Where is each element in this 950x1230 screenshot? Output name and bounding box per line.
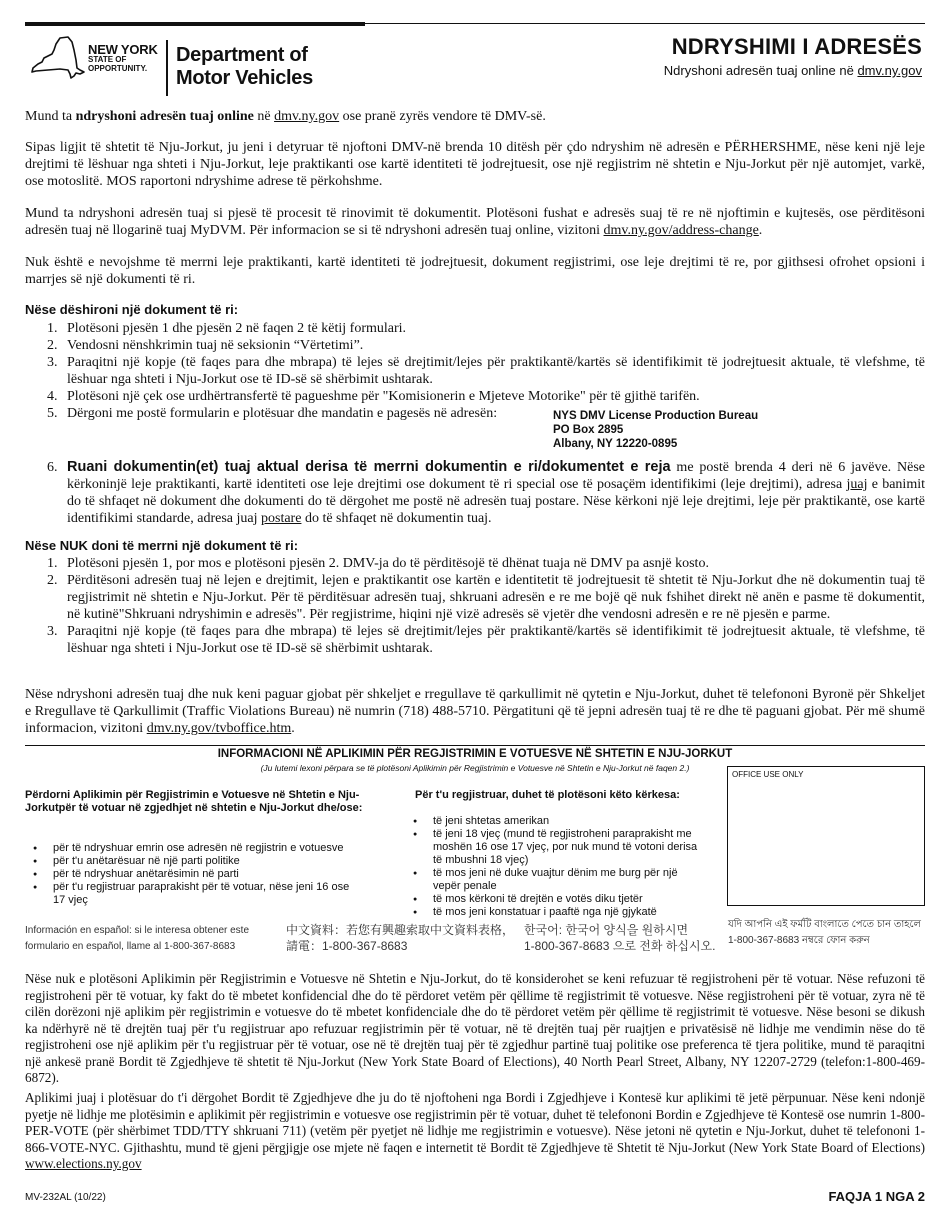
korean-line-1: 한국어: 한국어 양식을 원하시면	[524, 923, 689, 937]
intro-1-c: në	[253, 109, 275, 124]
step-text: Plotësoni një çek ose urdhërtransfertë të pagueshme për "Komisionerin e Mjeteve Motorike" për të gjithë tarifën.	[67, 389, 700, 404]
step-number: 3.	[47, 355, 58, 370]
voter-info-subtitle: (Ju lutemi lexoni përpara se të plotësoni Aplikimin për Regjistrimin e Votuesve në Shtetin e Nju-Jorkut në faqen 2.)	[260, 763, 690, 773]
step-text: Plotësoni pjesën 1 dhe pjesën 2 në faqen 2 të këtij formulari.	[67, 321, 407, 336]
korean-notice	[524, 922, 715, 954]
address-line-2: PO Box 2895	[553, 424, 624, 436]
no-new-step-3	[25, 623, 925, 657]
want-new-heading: Nëse dëshironi një dokument të ri:	[25, 302, 239, 317]
step-text: Paraqitni një kopje (të faqes para dhe mbrapa) të lejes së drejtimit/lejes për praktikantë/kartës së identifikimit të jodrejtuesit aktuale, të vlefshme, të lëshuar nga shteti i Nju-Jorkut ose të ID-së së shërbimit ushtarak.	[67, 355, 925, 387]
no-new-step-2	[25, 572, 925, 623]
address-line-3: Albany, NY 12220-0895	[553, 438, 678, 450]
bengali-line-1: যদি আপনি এই ফর্মটি বাংলাতে পেতে চান তাহলে	[728, 919, 921, 930]
want-new-step-1	[25, 320, 925, 337]
step-text: Përditësoni adresën tuaj në lejen e drejtimit, lejen e praktikantit ose kartën e identitetit të jodrejtuesit të shtetit të Nju-Jorkut dhe në dokumentin tuaj të regjistrimit në shtetin e Nju-Jorkut. Për të përditësuar adresën tuaj, shkruani adresën e re me bojë që nuk fshihet direkt në anën e pasme të dokumentit, në kutinë"Shkruani ndryshimin e adresës". Për regjistrime, hiqini një vizë adresës së vjetër dhe vendosni adresën e re në pjesën e parme.	[67, 573, 925, 622]
intro-paragraph-3	[25, 205, 925, 239]
new-york-state-map-icon	[30, 36, 86, 82]
step-6-a: me postë brenda 4 deri në 6 javëve. Nëse kërkoninjë leje praktikanti, kartë identiteti ose leje drejtimi ose dokument të ri special ose të posaçëm identifikimi (leje drejtimi), adresa	[67, 460, 925, 492]
step-number: 2.	[47, 338, 58, 353]
bengali-line-2: 1-800-367-8683 নম্বরে ফোন করুন	[728, 935, 870, 946]
dept-line-1: Department of	[176, 44, 308, 66]
want-new-step-5	[25, 405, 925, 422]
intro-dmv-link[interactable]: dmv.ny.gov	[274, 109, 340, 124]
bullet-item: ● për të ndryshuar emrin ose adresën në regjistrin e votuesve	[25, 842, 355, 855]
intro-1-d: ose pranë zyrës vendore të DMV-së.	[339, 109, 546, 124]
header-top-rule	[365, 23, 925, 24]
chinese-line-1: 中文資料：若您有興趣索取中文資料表格，	[286, 923, 515, 937]
bengali-notice	[728, 917, 921, 949]
step-text: Vendosni nënshkrimin tuaj në seksionin “Vërtetimi”.	[67, 338, 364, 353]
step-6-bold: Ruani dokumentin(et) tuaj aktual derisa të merrni dokumentin e ri/dokumentet e reja	[67, 459, 671, 475]
want-new-step-6-list	[25, 459, 925, 527]
bullet-item: ● të mos jeni në duke vuajtur dënim me burg për një vepër penale	[405, 867, 705, 893]
step-number: 2.	[47, 573, 58, 588]
korean-line-2: 1-800-367-8683 으로 전화 하십시오.	[524, 939, 716, 953]
dept-line-2: Motor Vehicles	[176, 67, 313, 89]
header-top-rule-thick	[25, 22, 365, 26]
want-new-steps	[25, 320, 925, 422]
want-new-step-6	[25, 459, 925, 527]
address-line-1: NYS DMV License Production Bureau	[553, 410, 759, 422]
logo-divider	[166, 40, 168, 96]
intro-paragraph-2: Sipas ligjit të shtetit të Nju-Jorkut, ju jeni i detyruar të njoftoni DMV-në brenda 10 ditësh për çdo ndryshim në adresën e PËRHERSHME, nëse keni një leje drejtimi të lëshuar nga shteti i Nju-Jorkut, leje praktikanti ose kartë identiteti të jodrejtuesit, ose një regjistrim në shtetin e Nju-Jorkut për një automjet, varkë, ose motoslitë. MOS raportoni ndryshime adrese të përkohshme.	[25, 140, 925, 189]
bullet-item: ● të mos kërkoni të drejtën e votës diku tjetër	[405, 893, 705, 906]
office-use-box	[727, 766, 925, 906]
want-new-step-2	[25, 337, 925, 354]
intro-3-b: .	[758, 223, 763, 238]
form-title: NDRYSHIMI I ADRESËS	[671, 34, 922, 59]
intro-paragraph-4: Nuk është e nevojshme të merrni leje praktikanti, kartë identiteti të jodrejtuesit, dokument regjistrimi, ose leje drejtimi të re, por gjithsesi ofrohet opsioni i marrjes së një dokumenti të ri.	[25, 255, 925, 287]
spanish-notice	[25, 923, 249, 955]
bullet-item: ● të mos jeni konstatuar i paaftë nga një gjykatë	[405, 906, 705, 919]
intro-1-a: Mund ta	[25, 109, 76, 124]
step-6-b: e banimit do të shfaqet në dokument dhe dokumenti do të dërgohet me postë në adresën tuaj postare. Nëse kërkoni një leje drejtimi, leje për praktikantë, ose kartë identifikimi standarde, adresa juaj	[67, 477, 925, 526]
form-subtitle	[664, 63, 922, 78]
intro-3-a: Mund ta ndryshoni adresën tuaj si pjesë të procesit të rinovimit të dokumentit. Plotësoni fushat e adresës suaj të re në njoftimin e kujtesës, ose përditësoni adresën tuaj në llogarinë tuaj MyDVM. Për informacion se si të ndryshoni adresën tuaj online, vizitoni	[25, 206, 925, 238]
bullet-item: ● të jeni 18 vjeç (mund të regjistroheni paraprakisht me moshën 16 ose 17 vjeç, por nuk mund të votoni derisa të mbushni 18 vjeç)	[405, 828, 705, 867]
step-6-c: do të shfaqet në dokumentin tuaj.	[301, 511, 492, 526]
step-text: Dërgoni me postë formularin e plotësuar dhe mandatin e pagesës në adresën:	[67, 406, 498, 421]
chinese-line-2: 請電：1-800-367-8683	[286, 939, 408, 953]
new-york-wordmark	[88, 44, 158, 73]
tickets-paragraph	[25, 686, 925, 737]
voter-section-rule	[25, 745, 925, 746]
ny-line-1: NEW YORK	[88, 42, 158, 57]
tickets-text-a: Nëse ndryshoni adresën tuaj dhe nuk keni paguar gjobat për shkeljet e rregullave të qarkullimit në qytetin e Nju-Jorkut, duhet të telefononi Byronë për Shkeljet e Rregullave të Qarkullimit (Traffic Violations Bureau) në numrin (718) 488-5710. Përgatituni që të jepni adresën tuaj të re dhe të paguani gjobat. Për më shumë informacion, vizitoni	[25, 687, 925, 736]
no-new-steps	[25, 555, 925, 657]
voter-right-list	[405, 815, 705, 919]
subtitle-text: Ndryshoni adresën tuaj online në	[663, 63, 858, 78]
bullet-item: ● të jeni shtetas amerikan	[405, 815, 705, 828]
bullet-item: ● për t'u regjistruar paraprakisht për të votuar, nëse jeni 16 ose 17 vjeç	[25, 881, 355, 907]
step-number: 4.	[47, 389, 58, 404]
tickets-text-b: .	[291, 721, 295, 736]
step-6-underline-1: juaj	[846, 477, 868, 492]
ny-line-3: OPPORTUNITY.	[88, 64, 148, 73]
tvb-office-link[interactable]: dmv.ny.gov/tvboffice.htm	[146, 721, 292, 736]
spanish-line-2: formulario en español, llame al 1-800-367-8683	[25, 941, 236, 952]
elections-link[interactable]: www.elections.ny.gov	[25, 1156, 142, 1171]
form-id: MV-232AL (10/22)	[25, 1192, 106, 1203]
voter-paragraph-1: Nëse nuk e plotësoni Aplikimin për Regjistrimin e Votuesve në Shtetin e Nju-Jorkut, do të konsiderohet se keni refuzuar të regjistroheni për të votuar. Nëse refuzoni të regjistroheni për të votuar, ky fakt do të mbetet konfidencial dhe do të përdoret vetëm për qëllime të regjistrimit të votuesve. Nëse regjistroheni për të votuar, zyra në të cilën dorëzoni një aplikim për regjistrimin e votuesve do të mbetet konfidenciale dhe do të përdoret vetëm për qëllime të regjistrimit të votuesve. Nëse besoni se dikush ka ndërhyrë në të drejtën tuaj për t'u regjistruar apo refuzuar regjistrimin për të votuar, në të drejtën tuaj për ruajtjen e privatësisë në lidhje me vendimin nëse do të regjistroheni ose një aplikim për t'u regjistruar për të votuar, ose në të drejtën tuaj për të zgjedhur partinë tuaj politike ose preferenca të tjera politike, mund të paraqitni një ankesë pranë Bordit të Zgjedhjeve të shtetit të Nju-Jorkut (New York State Board of Elections), 40 North Pearl Street, Albany, NY 12207-2729 (telefon:1-800-469-6872).	[25, 971, 925, 1085]
step-number: 1.	[47, 556, 58, 571]
no-new-step-1	[25, 555, 925, 572]
subtitle-dmv-link[interactable]: dmv.ny.gov	[857, 63, 922, 78]
chinese-notice	[286, 922, 514, 954]
page-number: FAQJA 1 NGA 2	[828, 1189, 925, 1204]
step-number: 3.	[47, 624, 58, 639]
spanish-line-1: Información en español: si le interesa obtener este	[25, 925, 250, 936]
nys-dmv-logo	[30, 36, 330, 98]
bullet-item: ● për të ndryshuar anëtarësimin në parti	[25, 868, 355, 881]
address-change-link[interactable]: dmv.ny.gov/address-change	[603, 223, 759, 238]
voter-paragraph-2	[25, 1090, 925, 1173]
step-number: 6.	[47, 460, 58, 475]
intro-1-bold: ndryshoni adresën tuaj online	[75, 109, 254, 124]
step-number: 1.	[47, 321, 58, 336]
no-new-heading: Nëse NUK doni të merrni një dokument të ri:	[25, 538, 299, 553]
want-new-step-4	[25, 388, 925, 405]
dmv-wordmark	[176, 44, 313, 90]
ny-line-2: STATE OF	[88, 55, 127, 64]
intro-paragraph-1	[25, 108, 925, 125]
voter-2-text: Aplikimi juaj i plotësuar do t'i dërgohet Bordit të Zgjedhjeve dhe ju do të njoftoheni nga Bordi i Zgjedhjeve i Kontesë kur aplikimi të jetë përpunuar. Nëse keni ndonjë pyetje në lidhje me plotësimin e aplikimit për regjistrimin e votuesve ose regjistrimin për të votuar, duhet të telefononi Bordin e Zgjedhjeve të Kontesë ose numrin 1-800-PER-VOTE (për shërbimet TDD/TTY shkruani 711) (vetëm për pyetjet në lidhje me regjistrimin e votuesve). Nëse jetoni në qytetin e Nju-Jorkut, duhet të telefononi 1-866-VOTE-NYC. Gjithashtu, mund të gjeni përgjigje ose mjete në faqen e internetit të Bordit të Zgjedhjeve të Shtetit të Nju-Jorkut (New York State Board of Elections)	[25, 1090, 925, 1155]
voter-right-heading: Për t'u regjistruar, duhet të plotësoni këto kërkesa:	[415, 789, 680, 801]
office-use-label: OFFICE USE ONLY	[732, 770, 804, 779]
step-number: 5.	[47, 406, 58, 421]
mailing-address	[553, 409, 758, 451]
step-text: Paraqitni një kopje (të faqes para dhe mbrapa) të lejes së drejtimit/lejes për praktikantë/kartës së identifikimit të jodrejtuesit aktuale, të vlefshme, të lëshuar nga shteti i Nju-Jorkut ose të ID-së së shërbimit ushtarak.	[67, 624, 925, 656]
bullet-item: ● për t'u anëtarësuar në një parti politike	[25, 855, 355, 868]
step-text: Plotësoni pjesën 1, por mos e plotësoni pjesën 2. DMV-ja do të përditësojë të dhënat tuaja në DMV pa asnjë kosto.	[67, 556, 709, 571]
voter-info-title: INFORMACIONI NË APLIKIMIN PËR REGJISTRIMIN E VOTUESVE NË SHTETIN E NJU-JORKUT	[217, 748, 733, 760]
want-new-step-3	[25, 354, 925, 388]
voter-left-heading: Përdorni Aplikimin për Regjistrimin e Votuesve në Shtetin e Nju-Jorkutpër të votuar në zgjedhjet në shtetin e Nju-Jorkut dhe/ose:	[25, 789, 363, 814]
voter-left-list	[25, 842, 355, 907]
step-6-underline-2: postare	[261, 511, 302, 526]
